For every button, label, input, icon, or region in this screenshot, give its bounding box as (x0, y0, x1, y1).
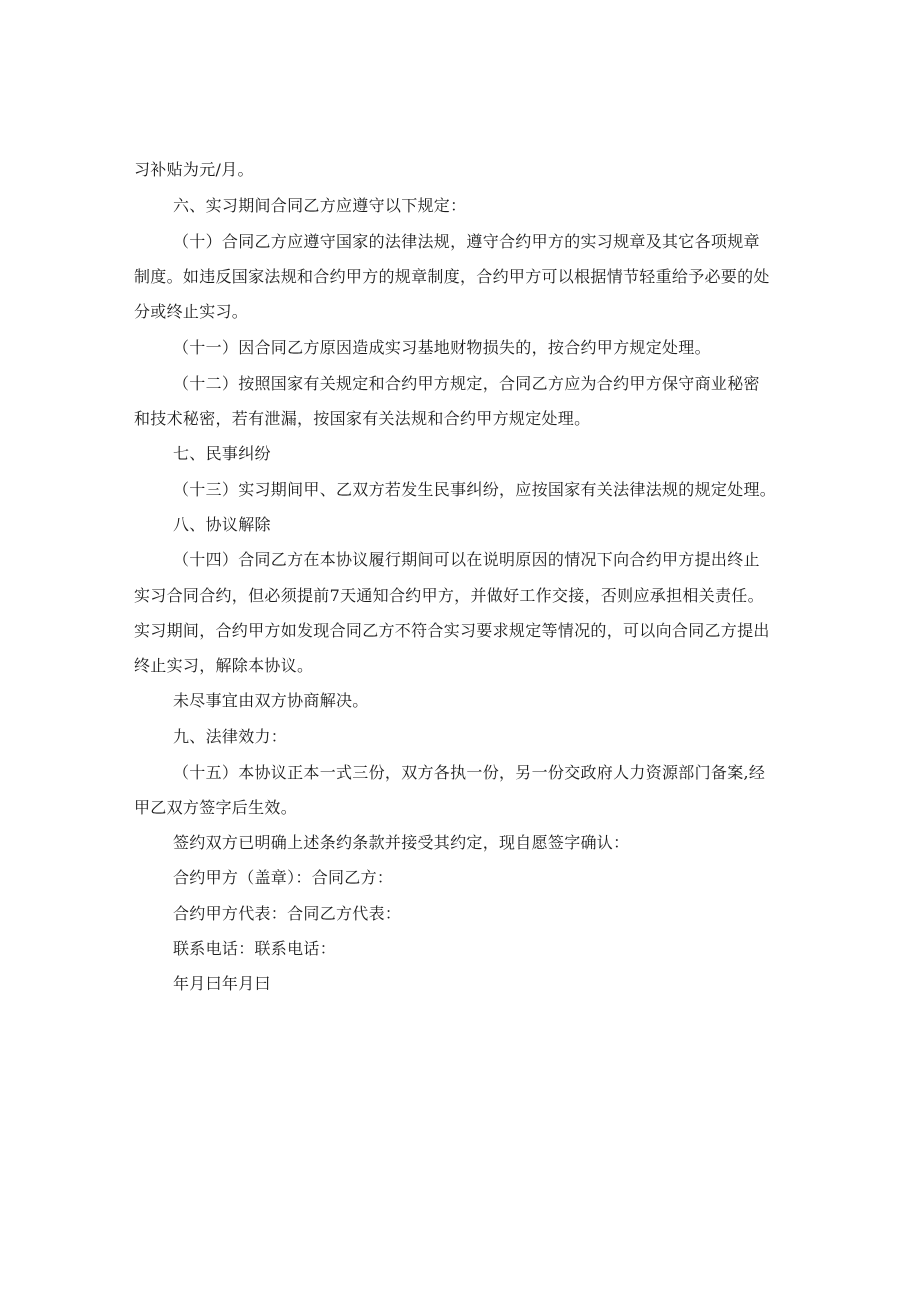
section-heading-nine: 九、法律效力： (173, 727, 288, 746)
signing-statement: 签约双方已明确上述条约条款并接受其约定，现自愿签字确认： (173, 833, 630, 852)
clause-twelve-line-2: 和技术秘密，若有泄漏，按国家有关法规和合约甲方规定处理。 (134, 409, 591, 428)
clause-twelve-line-1: （十二）按照国家有关规定和合约甲方规定，合同乙方应为合约甲方保守商业秘密 (173, 374, 760, 393)
clause-fourteen-line-1: （十四）合同乙方在本协议履行期间可以在说明原因的情况下向合约甲方提出终止 (173, 550, 760, 569)
clause-thirteen: （十三）实习期间甲、乙双方若发生民事纠纷，应按国家有关法律法规的规定处理。 (173, 480, 777, 499)
section-heading-six: 六、实习期间合同乙方应遵守以下规定： (173, 196, 467, 215)
clause-fifteen-line-1: （十五）本协议正本一式三份，双方各执一份，另一份交政府人力资源部门备案,经 (173, 763, 766, 782)
clause-ten-line-1: （十）合同乙方应遵守国家的法律法规，遵守合约甲方的实习规章及其它各项规章 (173, 232, 760, 251)
clause-ten-line-3: 分或终止实习。 (134, 302, 249, 321)
phone-line: 联系电话：联系电话： (173, 939, 337, 958)
representative-line: 合约甲方代表：合同乙方代表： (173, 904, 402, 923)
unresolved-matters: 未尽事宜由双方协商解决。 (173, 691, 369, 710)
clause-fourteen-line-3: 实习期间，合约甲方如发现合同乙方不符合实习要求规定等情况的，可以向合同乙方提出 (134, 621, 770, 640)
date-line: 年月曰年月曰 (173, 974, 271, 993)
clause-eleven: （十一）因合同乙方原因造成实习基地财物损失的，按合约甲方规定处理。 (173, 338, 711, 357)
text-line-subsidy-end: 习补贴为元/月。 (134, 160, 254, 179)
section-heading-seven: 七、民事纠纷 (173, 444, 271, 463)
clause-fifteen-line-2: 甲乙双方签字后生效。 (134, 798, 298, 817)
clause-ten-line-2: 制度。如违反国家法规和合约甲方的规章制度，合约甲方可以根据情节轻重给予必要的处 (134, 267, 770, 286)
clause-fourteen-line-2: 实习合同合约，但必须提前7天通知合约甲方，并做好工作交接，否则应承担相关责任。 (134, 586, 764, 605)
party-seal-line: 合约甲方（盖章）：合同乙方： (173, 868, 394, 887)
clause-fourteen-line-4: 终止实习，解除本协议。 (134, 656, 314, 675)
section-heading-eight: 八、协议解除 (173, 515, 271, 534)
